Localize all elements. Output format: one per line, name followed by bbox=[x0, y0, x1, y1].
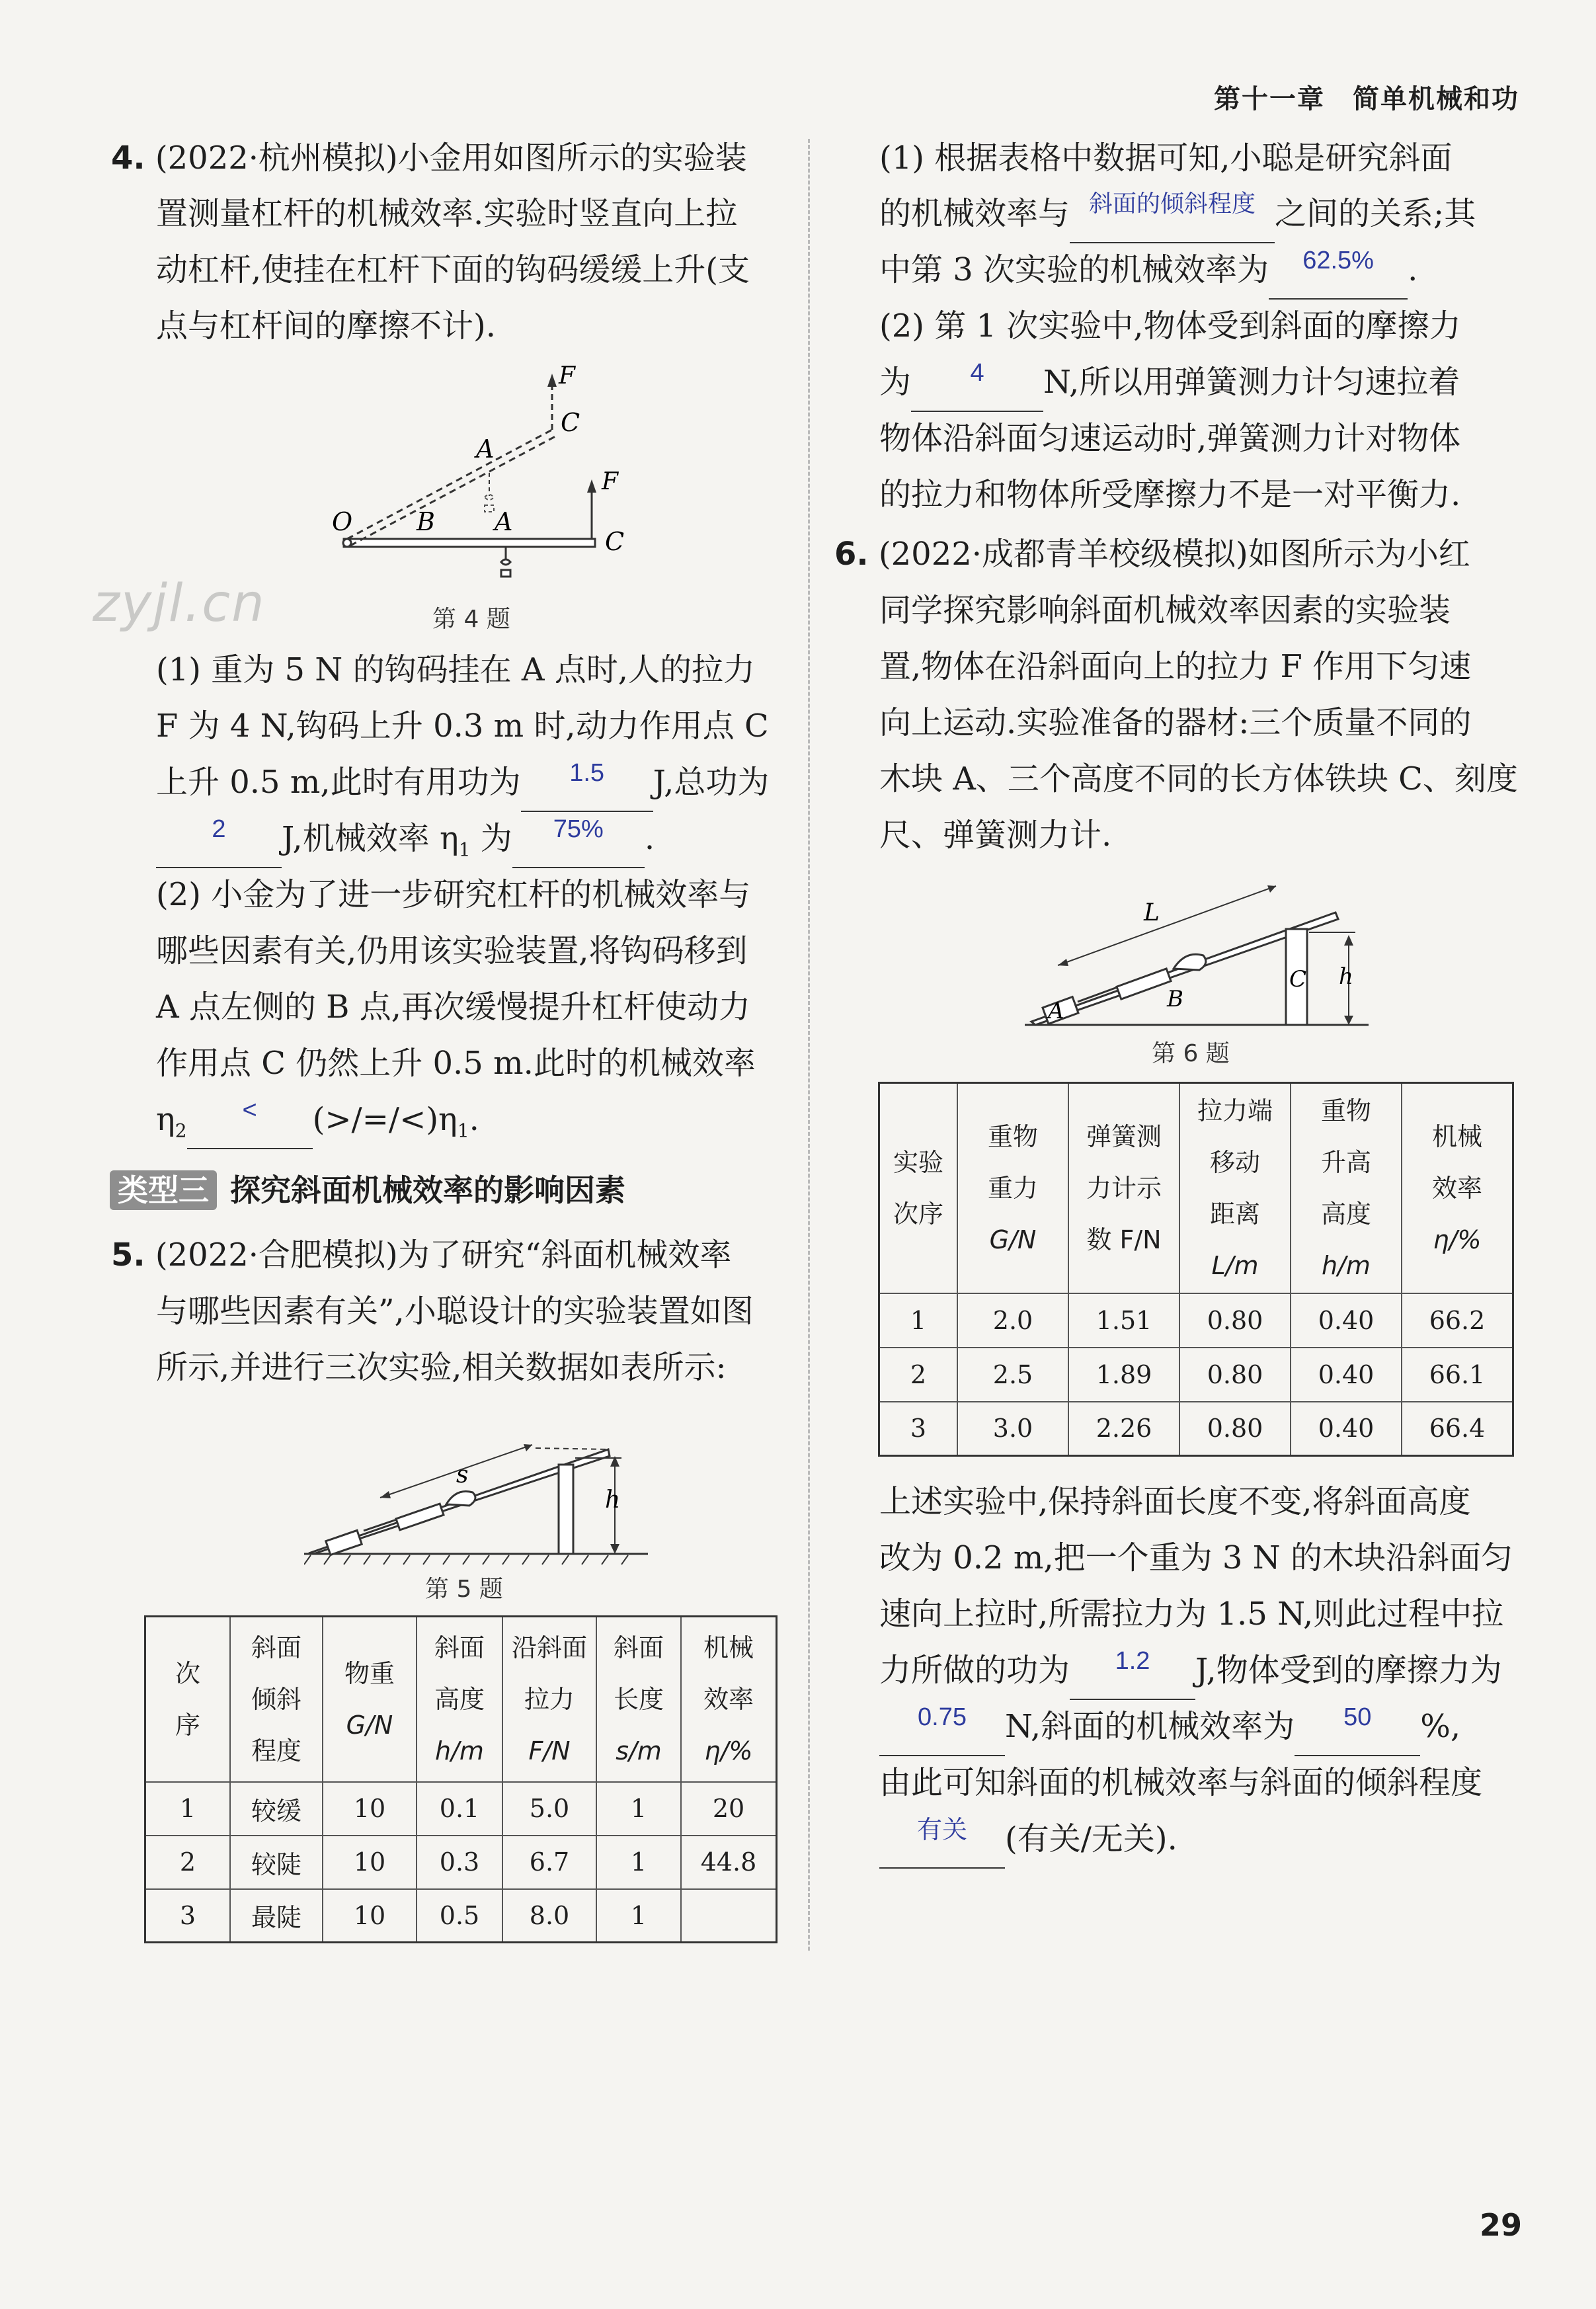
q5-stem-text-1: (2022·合肥模拟)为了研究“斜面机械效率 bbox=[155, 1236, 732, 1274]
q6-figure-caption: 第 6 题 bbox=[1152, 1040, 1230, 1067]
q4-p2-line-4: 作用点 C 仍然上升 0.5 m.此时的机械效率 bbox=[156, 1045, 756, 1082]
q4-lever-figure bbox=[331, 357, 648, 595]
q6-tail-line-7a: (有关/无关). bbox=[1005, 1820, 1177, 1857]
q6-answer-friction: 0.75 bbox=[918, 1703, 967, 1731]
column-divider bbox=[808, 139, 810, 1951]
q5-th-2: 斜面 倾斜 程度 bbox=[230, 1617, 323, 1782]
q4-p2-sub2: 2 bbox=[175, 1119, 187, 1142]
q6-number: 6. bbox=[834, 536, 869, 573]
q6-tail-line-2: 改为 0.2 m,把一个重为 3 N 的木块沿斜面匀 bbox=[879, 1539, 1513, 1576]
q6-tail-line-5b: %, bbox=[1420, 1708, 1461, 1745]
q4-answer-total-work: 2 bbox=[212, 815, 226, 843]
q5-p1-line-3a: 中第 3 次实验的机械效率为 bbox=[879, 251, 1269, 288]
q6-blank-friction[interactable] bbox=[879, 1698, 1005, 1756]
q5-th-3: 物重 G/N bbox=[323, 1617, 417, 1782]
page-number: 29 bbox=[1479, 2207, 1522, 2243]
q5-th-5: 沿斜面 拉力 F/N bbox=[502, 1617, 596, 1782]
q5-blank-factor[interactable] bbox=[1070, 185, 1275, 243]
q6-answer-work: 1.2 bbox=[1115, 1647, 1150, 1675]
type3-heading bbox=[110, 1166, 625, 1214]
q6-incline-figure bbox=[1018, 866, 1375, 1032]
q5-p2-line-1: (2) 第 1 次实验中,物体受到斜面的摩擦力 bbox=[879, 307, 1461, 344]
q6-tail-line-7 bbox=[879, 1810, 1177, 1869]
q6-label-h: h bbox=[1339, 963, 1353, 990]
table-row: 2 较陡 10 0.3 6.7 1 44.8 bbox=[145, 1836, 777, 1889]
q5-blank-friction[interactable] bbox=[911, 354, 1043, 412]
q5-p2-line-2b: N,所以用弹簧测力计匀速拉着 bbox=[1043, 364, 1460, 401]
table-row: 1 较缓 10 0.1 5.0 1 20 bbox=[145, 1782, 777, 1836]
q4-label-C-low: C bbox=[605, 527, 625, 556]
q4-stem-text-1: (2022·杭州模拟)小金用如图所示的实验装 bbox=[155, 140, 747, 177]
q6-label-A: A bbox=[1048, 998, 1064, 1024]
q5-th-1: 次 序 bbox=[145, 1617, 231, 1782]
q6-stem-line-4: 向上运动.实验准备的器材:三个质量不同的 bbox=[879, 704, 1472, 741]
q4-answer-efficiency: 75% bbox=[553, 815, 604, 843]
type3-tag: 类型三 bbox=[110, 1170, 217, 1210]
q6-data-table bbox=[878, 1082, 1514, 1457]
chapter-header: 第十一章 简单机械和功 bbox=[1214, 84, 1519, 114]
q4-p2-line-1: (2) 小金为了进一步研究杠杆的机械效率与 bbox=[156, 876, 751, 913]
q6-stem-line-3: 置,物体在沿斜面向上的拉力 F 作用下匀速 bbox=[879, 648, 1472, 685]
q4-p2-line-5b: (>/=/<)η bbox=[312, 1101, 458, 1138]
q6-label-L: L bbox=[1144, 899, 1160, 926]
q5-p1-line-2a: 的机械效率与 bbox=[879, 195, 1070, 232]
q4-p2-line-5c: . bbox=[469, 1101, 479, 1138]
q6-tail-line-4a: 力所做的功为 bbox=[879, 1652, 1070, 1689]
q6-label-C: C bbox=[1289, 966, 1307, 992]
q5-p1-line-3 bbox=[879, 241, 1417, 300]
q4-p1-line-2: F 为 4 N,钩码上升 0.3 m 时,动力作用点 C bbox=[156, 708, 769, 745]
type3-title: 探究斜面机械效率的影响因素 bbox=[230, 1172, 625, 1208]
q4-p2-sub3: 1 bbox=[457, 1119, 469, 1142]
q6-tail-line-3: 速向上拉时,所需拉力为 1.5 N,则此过程中拉 bbox=[879, 1596, 1504, 1633]
q5-answer-efficiency3: 62.5% bbox=[1302, 247, 1374, 274]
q4-label-C-high: C bbox=[561, 408, 580, 437]
table-row: 3 最陡 10 0.5 8.0 1 bbox=[145, 1889, 777, 1943]
q5-answer-friction: 4 bbox=[970, 359, 984, 387]
q6-tail-line-1: 上述实验中,保持斜面长度不变,将斜面高度 bbox=[879, 1483, 1471, 1520]
q5-incline-figure bbox=[304, 1408, 648, 1567]
q4-stem-line-4: 点与杠杆间的摩擦不计). bbox=[156, 307, 496, 344]
q6-th-3: 弹簧测 力计示 数 F/N bbox=[1068, 1083, 1179, 1293]
q5-figure-caption: 第 5 题 bbox=[425, 1576, 503, 1603]
q4-p1-line-1: (1) 重为 5 N 的钩码挂在 A 点时,人的拉力 bbox=[156, 651, 756, 688]
q6-answer-efficiency: 50 bbox=[1343, 1703, 1372, 1731]
q4-label-A-high: A bbox=[476, 434, 495, 464]
q4-stem-line-2: 置测量杠杆的机械效率.实验时竖直向上拉 bbox=[156, 195, 738, 232]
q5-answer-factor: 斜面的倾斜程度 bbox=[1089, 190, 1256, 218]
q6-th-2: 重物 重力 G/N bbox=[957, 1083, 1068, 1293]
q4-answer-compare: < bbox=[242, 1096, 257, 1124]
q5-p1-line-2b: 之间的关系;其 bbox=[1275, 195, 1476, 232]
q4-label-F-low: F bbox=[602, 468, 618, 495]
q4-blank-compare[interactable] bbox=[187, 1091, 313, 1149]
q6-th-1: 实验 次序 bbox=[879, 1083, 958, 1293]
q4-stem-line-1 bbox=[111, 130, 747, 186]
q4-blank-total-work[interactable] bbox=[156, 810, 282, 868]
q4-figure-caption: 第 4 题 bbox=[432, 606, 510, 633]
q5-p2-line-3: 物体沿斜面匀速运动时,弹簧测力计对物体 bbox=[879, 420, 1461, 457]
q5-p2-line-2 bbox=[879, 354, 1460, 412]
q4-label-F-high: F bbox=[559, 362, 575, 389]
q6-label-B: B bbox=[1167, 986, 1183, 1012]
q4-p1-line-4b: 为 bbox=[470, 820, 512, 857]
q6-th-6: 机械 效率 η/% bbox=[1402, 1083, 1513, 1293]
q5-stem-line-2: 与哪些因素有关”,小聪设计的实验装置如图 bbox=[156, 1293, 754, 1330]
q6-tail-line-5a: N,斜面的机械效率为 bbox=[1005, 1708, 1295, 1745]
q5-data-table bbox=[144, 1615, 778, 1943]
table-row: 2 2.5 1.89 0.80 0.40 66.1 bbox=[879, 1348, 1513, 1402]
q5-p1-line-1: (1) 根据表格中数据可知,小聪是研究斜面 bbox=[879, 140, 1453, 177]
q4-blank-efficiency[interactable] bbox=[512, 810, 645, 868]
q5-stem-line-1 bbox=[111, 1227, 731, 1283]
q5-label-s: s bbox=[456, 1461, 469, 1488]
q4-label-A-low: A bbox=[495, 507, 513, 536]
q4-stem-line-3: 动杠杆,使挂在杠杆下面的钩码缓缓上升(支 bbox=[156, 251, 750, 288]
q5-p2-line-2a: 为 bbox=[879, 364, 912, 401]
q4-p1-line-4c: . bbox=[644, 820, 655, 857]
q4-p1-line-4a: J,机械效率 η bbox=[282, 820, 459, 857]
q5-stem-line-3: 所示,并进行三次实验,相关数据如表所示: bbox=[156, 1349, 727, 1386]
q4-p2-line-5a: η bbox=[156, 1101, 175, 1138]
q5-blank-efficiency3[interactable] bbox=[1269, 241, 1408, 300]
q6-answer-related: 有关 bbox=[916, 1815, 967, 1844]
table-row: 3 3.0 2.26 0.80 0.40 66.4 bbox=[879, 1402, 1513, 1456]
q6-tail-line-6: 由此可知斜面的机械效率与斜面的倾斜程度 bbox=[879, 1764, 1483, 1801]
q6-blank-efficiency[interactable] bbox=[1295, 1698, 1420, 1756]
q6-th-5: 重物 升高 高度 h/m bbox=[1291, 1083, 1402, 1293]
q4-label-O: O bbox=[332, 507, 353, 536]
q5-p2-line-4: 的拉力和物体所受摩擦力不是一对平衡力. bbox=[879, 476, 1461, 513]
q5-th-4: 斜面 高度 h/m bbox=[417, 1617, 502, 1782]
q5-th-6: 斜面 长度 s/m bbox=[596, 1617, 681, 1782]
q6-stem-text-1: (2022·成都青羊校级模拟)如图所示为小红 bbox=[878, 536, 1470, 573]
q6-stem-line-2: 同学探究影响斜面机械效率因素的实验装 bbox=[879, 592, 1451, 629]
q6-stem-line-5: 木块 A、三个高度不同的长方体铁块 C、刻度 bbox=[879, 760, 1518, 797]
q5-p1-line-3b: . bbox=[1408, 251, 1418, 288]
q5-label-h: h bbox=[605, 1486, 621, 1514]
q4-p2-line-5 bbox=[156, 1091, 479, 1160]
q5-th-7: 机械 效率 η/% bbox=[681, 1617, 777, 1782]
q6-stem-line-6: 尺、弹簧测力计. bbox=[879, 817, 1112, 854]
q6-tail-line-4b: J,物体受到的摩擦力为 bbox=[1195, 1652, 1502, 1689]
q4-p2-line-2: 哪些因素有关,仍用该实验装置,将钩码移到 bbox=[156, 932, 748, 969]
q5-number: 5. bbox=[111, 1236, 145, 1274]
q4-p1-sub1: 1 bbox=[458, 838, 471, 861]
q6-tail-line-5 bbox=[879, 1698, 1460, 1756]
table-row: 1 2.0 1.51 0.80 0.40 66.2 bbox=[879, 1293, 1513, 1348]
watermark: zyjl.cn bbox=[93, 574, 266, 633]
q4-number: 4. bbox=[111, 140, 145, 177]
q4-answer-useful-work: 1.5 bbox=[569, 759, 605, 787]
q4-p2-line-3: A 点左侧的 B 点,再次缓慢提升杠杆使动力 bbox=[156, 989, 750, 1026]
q4-p1-line-3b: J,总功为 bbox=[653, 764, 770, 801]
q6-th-4: 拉力端 移动 距离 L/m bbox=[1179, 1083, 1291, 1293]
q6-blank-related[interactable] bbox=[879, 1810, 1005, 1869]
q4-label-B: B bbox=[417, 507, 435, 536]
q4-p1-line-3a: 上升 0.5 m,此时有用功为 bbox=[156, 764, 521, 801]
q6-stem-line-1 bbox=[834, 526, 1470, 583]
q6-blank-work[interactable] bbox=[1070, 1642, 1195, 1700]
